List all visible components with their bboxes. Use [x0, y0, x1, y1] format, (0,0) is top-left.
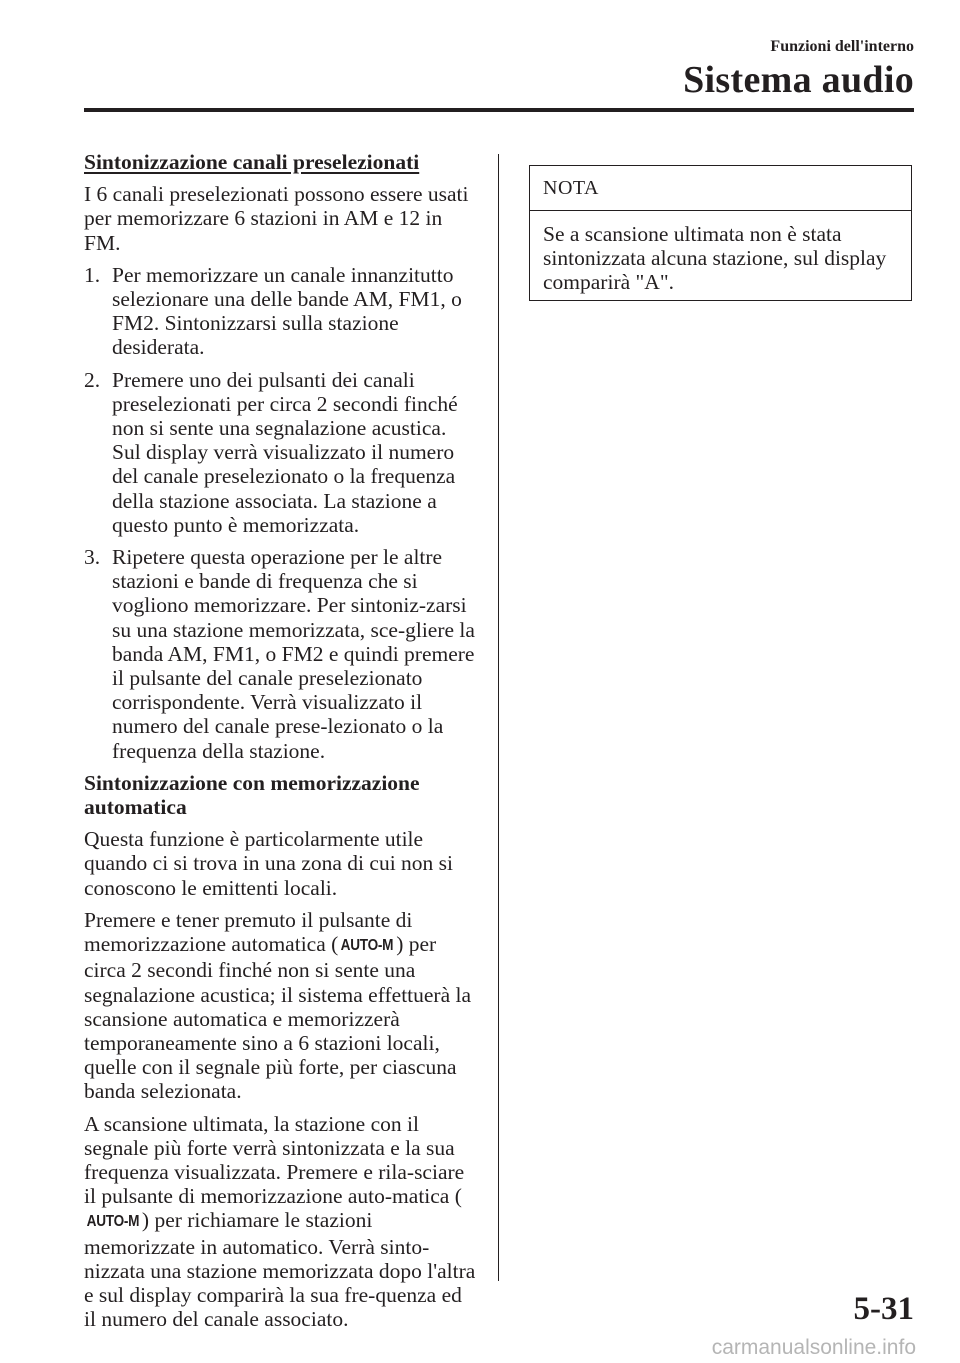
note-text: Se a scansione ultimata non è stata sintonizzata alcuna stazione, sul display comparirà "A". — [543, 222, 887, 294]
step-number: 3. — [84, 545, 101, 570]
step-number: 2. — [84, 367, 101, 392]
note-box — [529, 165, 912, 301]
header-title: Sistema audio — [683, 59, 914, 101]
step-text: Ripetere questa operazione per le altre stazioni e bande di frequenza che si vogliono memorizzare. Per sintoniz-zarsi su una stazione memorizzata, sce-gliere la banda AM, FM1, o FM2 e quindi premere il pulsante del canale preselezionato corrispondente. Verrà visualizzato il numero del canale prese-lezionato o la frequenza della stazione. — [112, 545, 475, 763]
step-text: Per memorizzare un canale innanzitutto selezionare una delle bande AM, FM1, o FM2. Sintonizzarsi sulla stazione desiderata. — [112, 262, 462, 360]
auto-heading: Sintonizzazione con memorizzazione automatica — [84, 770, 420, 820]
step-number: 1. — [84, 262, 101, 287]
preset-intro: I 6 canali preselezionati possono essere usati per memorizzare 6 stazioni in AM e 12 in FM. — [84, 182, 469, 255]
auto-paragraph-1: Questa funzione è particolarmente utile quando ci si trova in una zona di cui non si conoscono le emittenti locali. — [84, 827, 454, 900]
auto-paragraph-2-end: ) per circa 2 secondi finché non si sente una segnalazione acustica; il sistema effettuerà la scansione automatica e memorizzerà temporaneamente sino a 6 stazioni locali, quelle con il segnale più forte, per ciascuna banda selezionata. — [84, 932, 472, 1104]
step-item — [84, 263, 479, 360]
note-divider — [530, 210, 911, 211]
auto-m-button-icon: AUTO-M — [86, 1213, 140, 1231]
column-divider — [498, 154, 499, 1281]
preset-steps-list — [84, 263, 479, 763]
auto-m-button-icon: AUTO-M — [340, 937, 394, 955]
main-column — [84, 150, 479, 1339]
page-number: 5-31 — [853, 1291, 914, 1327]
watermark: carmanualsonline.info — [711, 1336, 916, 1359]
auto-paragraph-3-start: A scansione ultimata, la stazione con il segnale più forte verrà sintonizzata e la sua frequenza visualizzata. Premere e rila-sciare il pulsante di memorizzazione auto-matica ( — [84, 1111, 465, 1209]
step-item — [84, 368, 479, 537]
auto-paragraph-2-start: Premere e tener premuto il pulsante di memorizzazione automatica ( — [84, 907, 413, 957]
auto-paragraph-3 — [84, 1112, 479, 1332]
step-text: Premere uno dei pulsanti dei canali preselezionati per circa 2 secondi finché non si sente una segnalazione acustica. Sul display verrà visualizzato il numero del canale preselezionato o la frequenza della stazione associata. La stazione a questo punto è memorizzata. — [112, 367, 458, 537]
header-divider — [84, 108, 914, 112]
step-item — [84, 545, 479, 763]
preset-heading: Sintonizzazione canali preselezionati — [84, 150, 420, 174]
header-section-label: Funzioni dell'interno — [770, 38, 914, 55]
auto-paragraph-2 — [84, 908, 479, 1104]
note-title: NOTA — [543, 177, 599, 199]
auto-paragraph-3-end: ) per richiamare le stazioni memorizzate in automatico. Verrà sinto-nizzata una stazione memorizzata dopo l'altra e sul display comparirà la sua fre-quenza ed il numero del canale associato. — [84, 1208, 476, 1332]
